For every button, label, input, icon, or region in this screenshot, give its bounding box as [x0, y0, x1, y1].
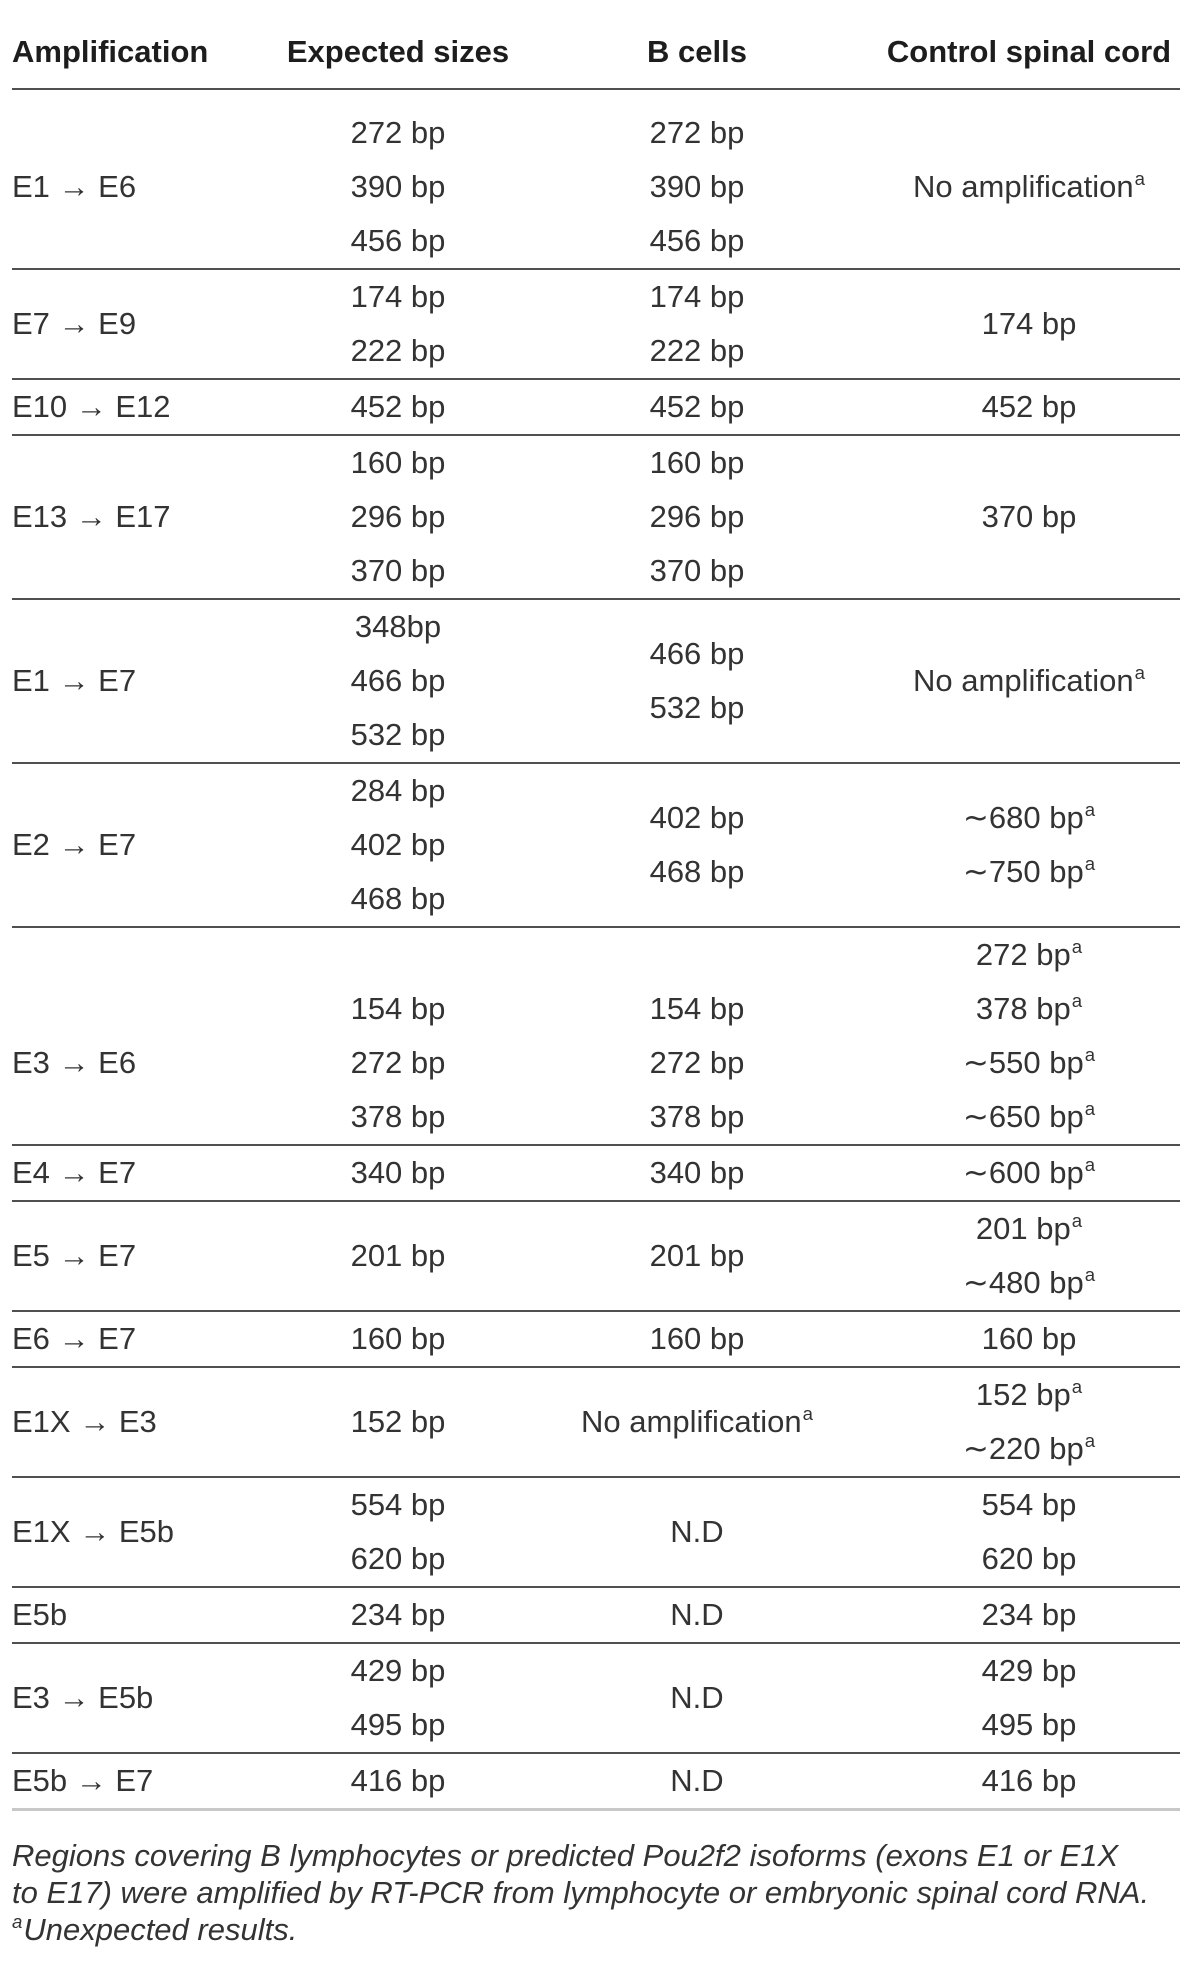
cell-amplification: [12, 1477, 280, 1587]
value-line: [280, 1146, 516, 1200]
value-line: [280, 600, 516, 654]
value-text: N.D: [670, 1763, 724, 1798]
amplification-label: E1 → E6: [12, 169, 137, 204]
value-text: 160 bp: [649, 1321, 745, 1356]
table-row: [12, 269, 1180, 379]
value-line: [280, 1090, 516, 1144]
table-row: [12, 1201, 1180, 1311]
value-text: 378 bp: [975, 991, 1071, 1026]
footnote-marker: a: [1071, 936, 1083, 958]
value-text: ∼550 bp: [962, 1045, 1084, 1080]
value-text: ∼650 bp: [962, 1099, 1084, 1134]
table-row: [12, 89, 1180, 269]
amplification-table: [12, 0, 1180, 1811]
value-line: [878, 1036, 1180, 1090]
value-line: [516, 270, 878, 324]
value-text: 456 bp: [350, 223, 446, 258]
cell-expected-sizes: [280, 1753, 516, 1810]
value-line: [280, 1478, 516, 1532]
value-line: [878, 1312, 1180, 1366]
value-line: [280, 1698, 516, 1752]
footnote-marker: a: [1134, 168, 1145, 190]
amplification-label: E1X → E3: [12, 1404, 157, 1439]
value-text: 452 bp: [649, 389, 745, 424]
value-text: 174 bp: [981, 306, 1077, 341]
cell-amplification: [12, 1201, 280, 1311]
footnote-marker: a: [1084, 1098, 1096, 1120]
value-text: 201 bp: [350, 1238, 446, 1273]
value-text: N.D: [670, 1514, 724, 1549]
value-text: 429 bp: [350, 1653, 446, 1688]
cell-b-cells: [516, 1145, 878, 1201]
header-row: [12, 0, 1180, 89]
value-text: 495 bp: [350, 1707, 446, 1742]
footnote-marker: a: [1071, 1376, 1083, 1398]
value-text: 370 bp: [981, 499, 1077, 534]
value-line: [280, 1532, 516, 1586]
value-line: [878, 928, 1180, 982]
cell-b-cells: [516, 89, 878, 269]
table-row: [12, 1477, 1180, 1587]
cell-control-spinal-cord: [878, 599, 1180, 763]
amplification-label: E6 → E7: [12, 1321, 137, 1356]
value-text: 554 bp: [350, 1487, 446, 1522]
value-text: No amplification: [913, 169, 1134, 204]
value-text: 160 bp: [350, 445, 446, 480]
header-b-cells: B cells: [516, 0, 878, 89]
cell-control-spinal-cord: [878, 1753, 1180, 1810]
value-line: [878, 845, 1180, 899]
value-line: [280, 1644, 516, 1698]
value-line: [516, 436, 878, 490]
cell-amplification: [12, 269, 280, 379]
value-text: 370 bp: [350, 553, 446, 588]
caption-line: Regions covering B lymphocytes or predicted Pou2f2 isoforms (exons E1 or E1X: [12, 1838, 1119, 1873]
amplification-label: E13 → E17: [12, 499, 171, 534]
cell-b-cells: [516, 269, 878, 379]
value-line: [516, 1146, 878, 1200]
value-text: 532 bp: [350, 717, 446, 752]
value-line: [516, 1036, 878, 1090]
cell-amplification: [12, 1587, 280, 1643]
value-line: [280, 982, 516, 1036]
value-text: 468 bp: [350, 881, 446, 916]
value-line: [516, 681, 878, 735]
footnote-marker: a: [802, 1403, 813, 1425]
value-line: [878, 490, 1180, 544]
cell-amplification: [12, 763, 280, 927]
value-text: 378 bp: [350, 1099, 446, 1134]
cell-amplification: [12, 1145, 280, 1201]
value-text: 402 bp: [649, 800, 745, 835]
value-line: [516, 1754, 878, 1808]
value-text: 152 bp: [350, 1404, 446, 1439]
value-line: [516, 1671, 878, 1725]
cell-b-cells: [516, 763, 878, 927]
cell-expected-sizes: [280, 1587, 516, 1643]
value-text: N.D: [670, 1680, 724, 1715]
header-control-spinal-cord: Control spinal cord: [878, 0, 1180, 89]
cell-amplification: [12, 927, 280, 1145]
amplification-label: E4 → E7: [12, 1155, 137, 1190]
value-line: [280, 708, 516, 762]
cell-expected-sizes: [280, 763, 516, 927]
value-text: 174 bp: [649, 279, 745, 314]
value-line: [878, 380, 1180, 434]
table-row: [12, 1367, 1180, 1477]
value-text: 554 bp: [981, 1487, 1077, 1522]
cell-b-cells: [516, 1367, 878, 1477]
value-text: ∼600 bp: [962, 1155, 1084, 1190]
header-amplification: Amplification: [12, 0, 280, 89]
value-text: 154 bp: [649, 991, 745, 1026]
value-line: [280, 214, 516, 268]
cell-b-cells: [516, 1587, 878, 1643]
value-line: [878, 982, 1180, 1036]
value-line: [280, 106, 516, 160]
cell-control-spinal-cord: [878, 435, 1180, 599]
caption-line: to E17) were amplified by RT-PCR from lymphocyte or embryonic spinal cord RNA.: [12, 1875, 1150, 1910]
amplification-label: E1X → E5b: [12, 1514, 174, 1549]
cell-b-cells: [516, 599, 878, 763]
table-row: [12, 1145, 1180, 1201]
footnote: [12, 1911, 1188, 1948]
value-line: [280, 654, 516, 708]
value-text: 416 bp: [350, 1763, 446, 1798]
cell-control-spinal-cord: [878, 1643, 1180, 1753]
table-row: [12, 435, 1180, 599]
value-line: [516, 845, 878, 899]
cell-b-cells: [516, 379, 878, 435]
footnote-marker: a: [1071, 1210, 1083, 1232]
cell-amplification: [12, 89, 280, 269]
cell-control-spinal-cord: [878, 763, 1180, 927]
cell-expected-sizes: [280, 1367, 516, 1477]
amplification-label: E3 → E5b: [12, 1680, 154, 1715]
value-line: [280, 1312, 516, 1366]
value-line: [878, 1588, 1180, 1642]
value-line: [280, 160, 516, 214]
amplification-label: E5b: [12, 1597, 68, 1632]
value-line: [516, 106, 878, 160]
value-line: [280, 380, 516, 434]
footnote-marker: a: [1084, 1430, 1096, 1452]
value-line: [280, 436, 516, 490]
value-text: 620 bp: [981, 1541, 1077, 1576]
value-line: [878, 1202, 1180, 1256]
cell-control-spinal-cord: [878, 379, 1180, 435]
table-row: [12, 1587, 1180, 1643]
value-text: 272 bp: [975, 937, 1071, 972]
cell-expected-sizes: [280, 269, 516, 379]
value-line: [280, 270, 516, 324]
value-line: [280, 1229, 516, 1283]
cell-control-spinal-cord: [878, 927, 1180, 1145]
value-text: 272 bp: [350, 115, 446, 150]
table-body: [12, 89, 1180, 1810]
value-line: [878, 160, 1180, 214]
value-line: [516, 1229, 878, 1283]
cell-expected-sizes: [280, 89, 516, 269]
table-row: [12, 1753, 1180, 1810]
value-text: 272 bp: [649, 1045, 745, 1080]
value-line: [516, 380, 878, 434]
value-line: [878, 1532, 1180, 1586]
value-line: [878, 791, 1180, 845]
value-line: [516, 214, 878, 268]
value-text: 466 bp: [350, 663, 446, 698]
value-text: 284 bp: [350, 773, 446, 808]
value-text: 154 bp: [350, 991, 446, 1026]
value-line: [516, 1090, 878, 1144]
cell-b-cells: [516, 1311, 878, 1367]
cell-control-spinal-cord: [878, 1587, 1180, 1643]
value-text: 234 bp: [350, 1597, 446, 1632]
value-text: ∼480 bp: [962, 1265, 1084, 1300]
value-line: [878, 1256, 1180, 1310]
cell-control-spinal-cord: [878, 89, 1180, 269]
table-row: [12, 1643, 1180, 1753]
amplification-label: E7 → E9: [12, 306, 137, 341]
value-line: [280, 1588, 516, 1642]
value-line: [280, 544, 516, 598]
value-text: 348bp: [354, 609, 442, 644]
table-caption: [12, 1837, 1188, 1948]
value-text: 468 bp: [649, 854, 745, 889]
cell-amplification: [12, 599, 280, 763]
cell-control-spinal-cord: [878, 1311, 1180, 1367]
value-text: 272 bp: [649, 115, 745, 150]
value-text: No amplification: [913, 663, 1134, 698]
value-line: [878, 1146, 1180, 1200]
cell-control-spinal-cord: [878, 1367, 1180, 1477]
cell-b-cells: [516, 1201, 878, 1311]
value-line: [878, 1368, 1180, 1422]
value-text: 452 bp: [981, 389, 1077, 424]
cell-expected-sizes: [280, 435, 516, 599]
value-line: [516, 544, 878, 598]
value-text: 402 bp: [350, 827, 446, 862]
value-text: 296 bp: [350, 499, 446, 534]
footnote-marker: a: [1084, 1154, 1096, 1176]
value-text: 452 bp: [350, 389, 446, 424]
value-line: [280, 1754, 516, 1808]
cell-b-cells: [516, 1477, 878, 1587]
value-line: [878, 297, 1180, 351]
value-line: [516, 160, 878, 214]
cell-control-spinal-cord: [878, 1145, 1180, 1201]
footnote-marker: a: [12, 1911, 23, 1933]
amplification-label: E5b → E7: [12, 1763, 154, 1798]
value-text: 160 bp: [981, 1321, 1077, 1356]
value-text: 456 bp: [649, 223, 745, 258]
value-line: [280, 490, 516, 544]
table-row: [12, 763, 1180, 927]
table-row: [12, 1311, 1180, 1367]
value-text: 222 bp: [649, 333, 745, 368]
footnote-marker: a: [1134, 662, 1145, 684]
value-text: 234 bp: [981, 1597, 1077, 1632]
header-expected-sizes: Expected sizes: [280, 0, 516, 89]
value-text: 201 bp: [649, 1238, 745, 1273]
value-line: [516, 791, 878, 845]
cell-b-cells: [516, 1643, 878, 1753]
value-text: 429 bp: [981, 1653, 1077, 1688]
cell-amplification: [12, 379, 280, 435]
value-text: 378 bp: [649, 1099, 745, 1134]
table-row: [12, 927, 1180, 1145]
footnote-marker: a: [1084, 853, 1096, 875]
value-line: [280, 872, 516, 926]
value-text: 272 bp: [350, 1045, 446, 1080]
amplification-label: E2 → E7: [12, 827, 137, 862]
cell-b-cells: [516, 435, 878, 599]
value-line: [878, 1422, 1180, 1476]
amplification-label: E5 → E7: [12, 1238, 137, 1273]
value-line: [516, 1505, 878, 1559]
value-line: [280, 818, 516, 872]
value-text: 160 bp: [649, 445, 745, 480]
value-line: [280, 764, 516, 818]
value-line: [878, 654, 1180, 708]
value-text: 495 bp: [981, 1707, 1077, 1742]
value-line: [516, 324, 878, 378]
value-line: [516, 490, 878, 544]
value-text: 222 bp: [350, 333, 446, 368]
value-text: 174 bp: [350, 279, 446, 314]
cell-amplification: [12, 1311, 280, 1367]
cell-amplification: [12, 435, 280, 599]
value-line: [516, 1588, 878, 1642]
value-text: 370 bp: [649, 553, 745, 588]
cell-amplification: [12, 1367, 280, 1477]
cell-b-cells: [516, 927, 878, 1145]
value-text: 466 bp: [649, 636, 745, 671]
footnote-marker: a: [1084, 799, 1096, 821]
table-row: [12, 599, 1180, 763]
value-line: [878, 1698, 1180, 1752]
cell-control-spinal-cord: [878, 1477, 1180, 1587]
value-text: ∼750 bp: [962, 854, 1084, 889]
value-text: 390 bp: [649, 169, 745, 204]
amplification-label: E10 → E12: [12, 389, 171, 424]
value-text: 390 bp: [350, 169, 446, 204]
value-text: ∼680 bp: [962, 800, 1084, 835]
cell-expected-sizes: [280, 379, 516, 435]
value-line: [878, 1478, 1180, 1532]
cell-expected-sizes: [280, 927, 516, 1145]
cell-expected-sizes: [280, 1145, 516, 1201]
amplification-label: E1 → E7: [12, 663, 137, 698]
value-line: [280, 1036, 516, 1090]
value-text: 201 bp: [975, 1211, 1071, 1246]
value-text: 416 bp: [981, 1763, 1077, 1798]
value-line: [516, 627, 878, 681]
value-text: 340 bp: [649, 1155, 745, 1190]
value-line: [516, 1395, 878, 1449]
value-text: ∼220 bp: [962, 1431, 1084, 1466]
footnote-text: Unexpected results.: [23, 1912, 298, 1947]
value-text: 532 bp: [649, 690, 745, 725]
value-line: [280, 1395, 516, 1449]
value-line: [878, 1754, 1180, 1808]
value-text: No amplification: [581, 1404, 802, 1439]
value-text: 296 bp: [649, 499, 745, 534]
cell-control-spinal-cord: [878, 269, 1180, 379]
cell-amplification: [12, 1753, 280, 1810]
footnote-marker: a: [1071, 990, 1083, 1012]
value-text: 620 bp: [350, 1541, 446, 1576]
footnote-marker: a: [1084, 1264, 1096, 1286]
cell-expected-sizes: [280, 599, 516, 763]
cell-b-cells: [516, 1753, 878, 1810]
value-text: 152 bp: [975, 1377, 1071, 1412]
value-line: [878, 1644, 1180, 1698]
cell-expected-sizes: [280, 1643, 516, 1753]
value-text: 340 bp: [350, 1155, 446, 1190]
value-line: [878, 1090, 1180, 1144]
value-text: N.D: [670, 1597, 724, 1632]
cell-amplification: [12, 1643, 280, 1753]
cell-expected-sizes: [280, 1201, 516, 1311]
cell-expected-sizes: [280, 1477, 516, 1587]
value-line: [516, 1312, 878, 1366]
footnote-marker: a: [1084, 1044, 1096, 1066]
value-line: [516, 982, 878, 1036]
value-text: 160 bp: [350, 1321, 446, 1356]
table-header: [12, 0, 1180, 89]
table-row: [12, 379, 1180, 435]
cell-control-spinal-cord: [878, 1201, 1180, 1311]
cell-expected-sizes: [280, 1311, 516, 1367]
amplification-label: E3 → E6: [12, 1045, 137, 1080]
value-line: [280, 324, 516, 378]
